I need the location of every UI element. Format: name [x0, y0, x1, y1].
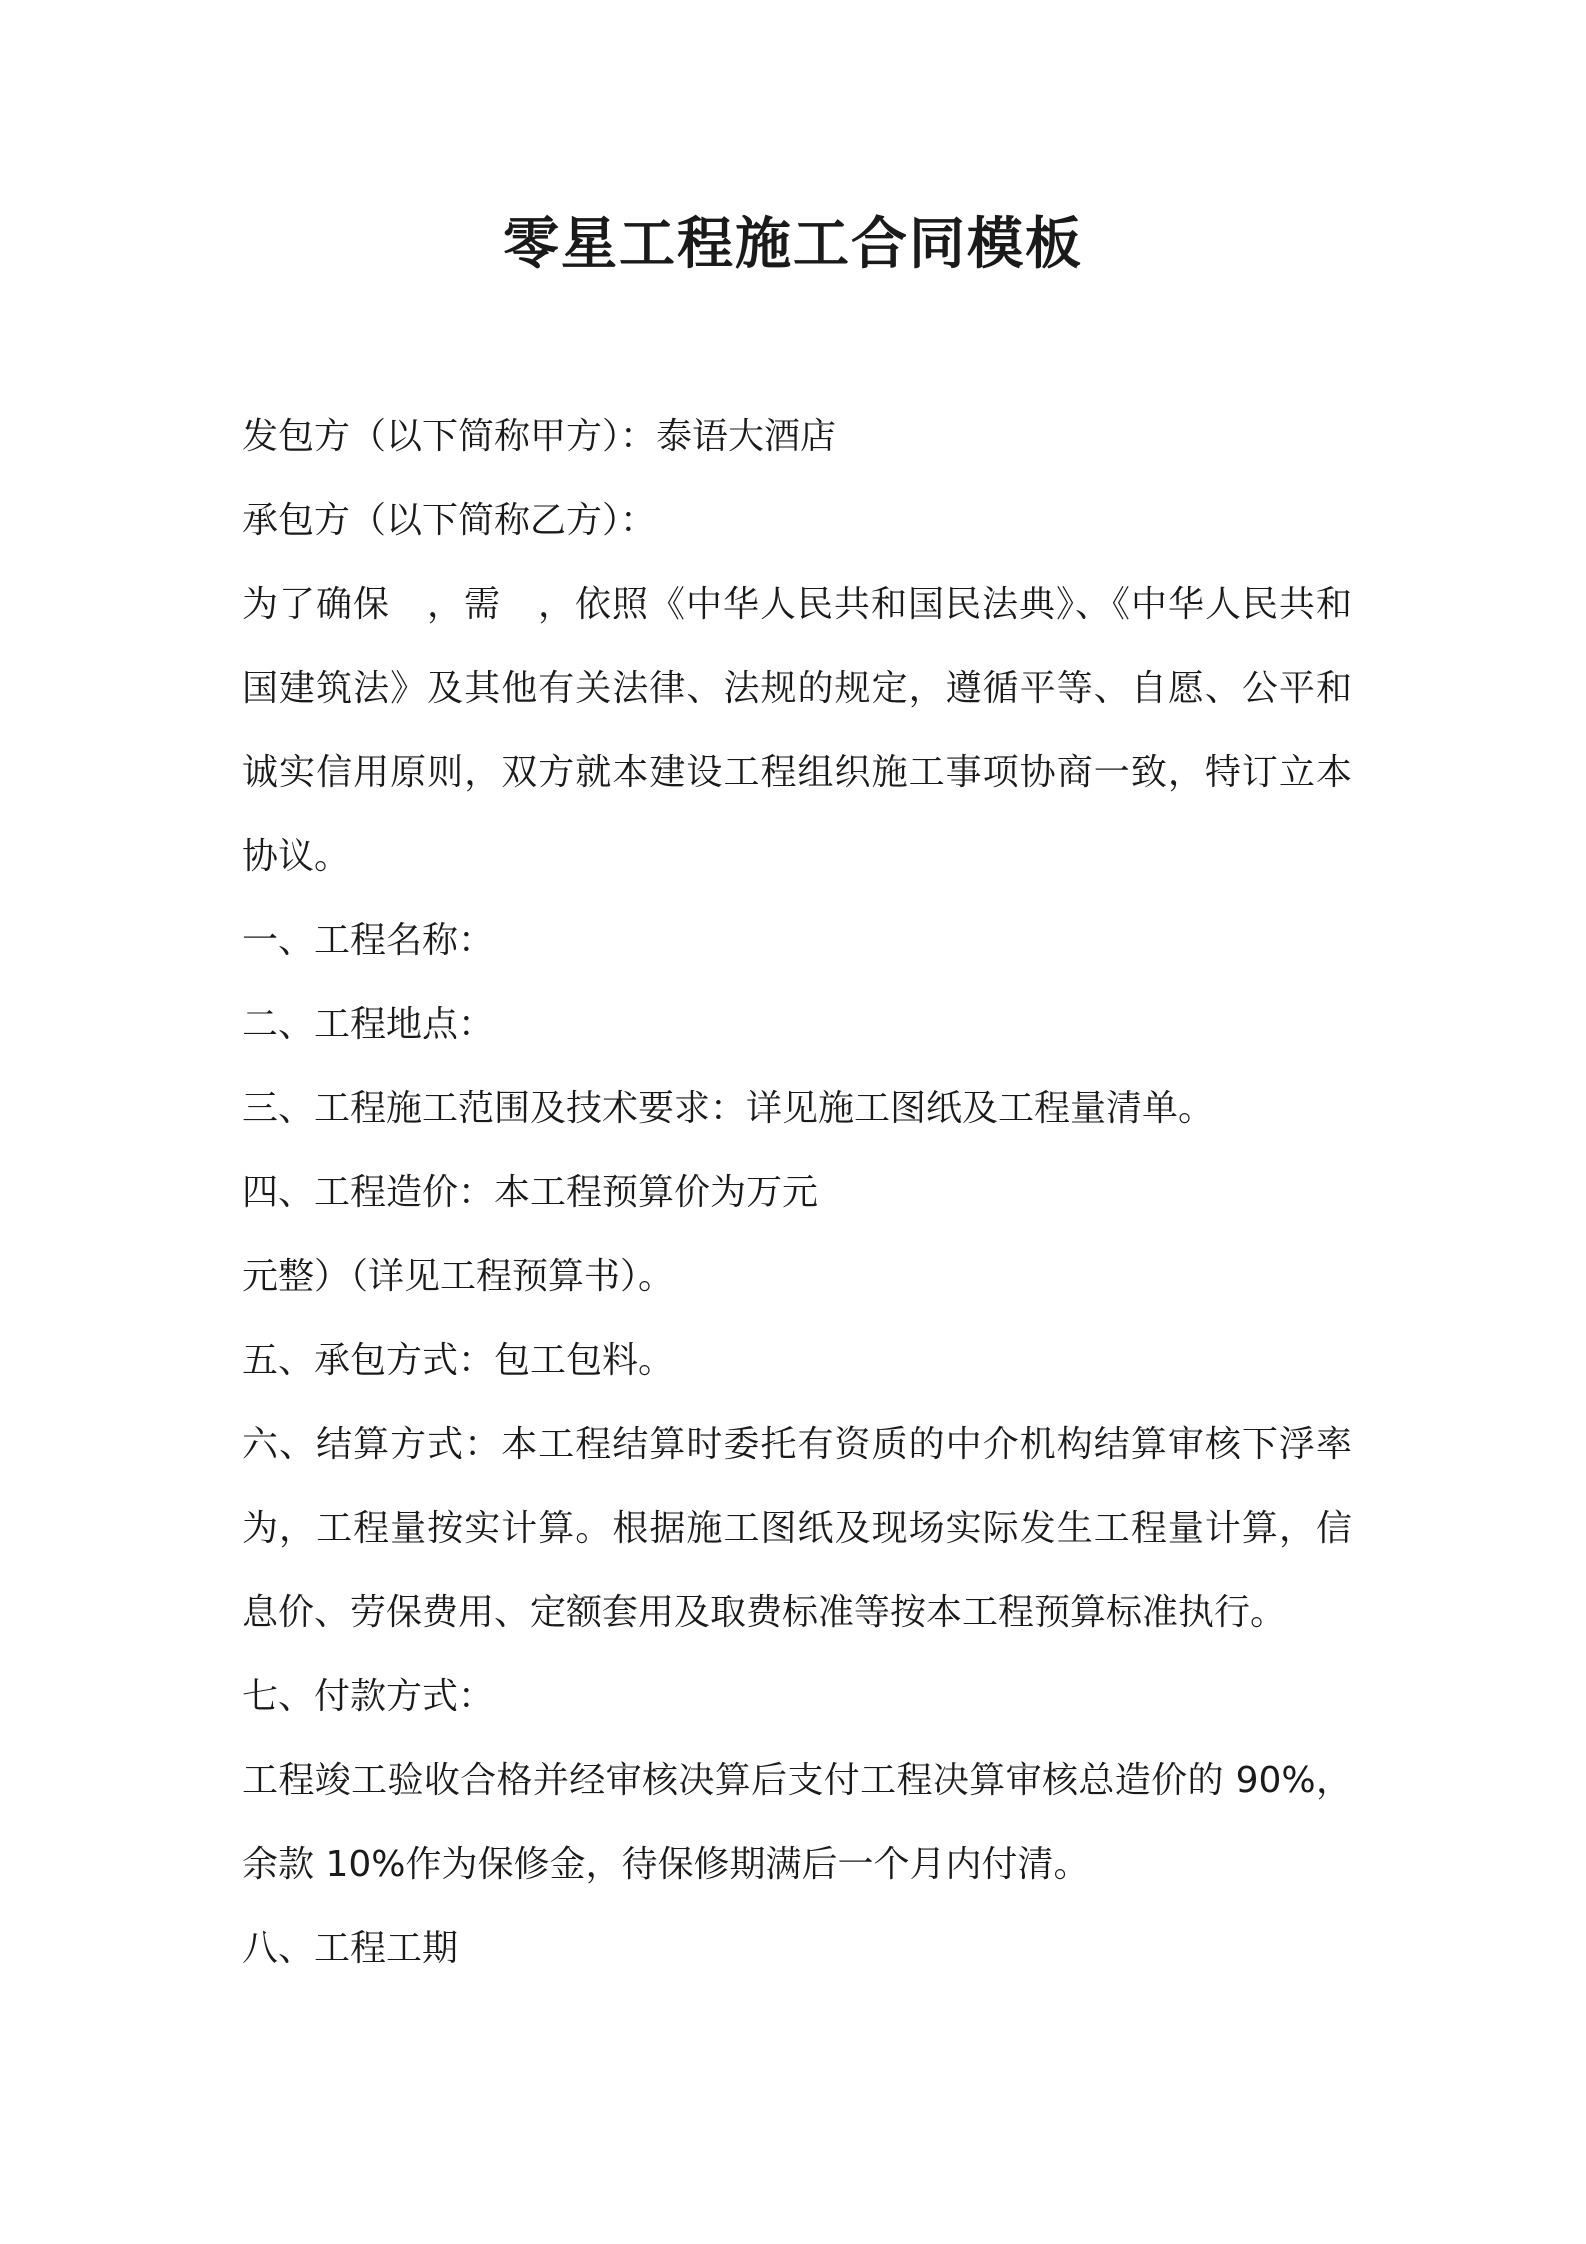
preamble-line-2: 国建筑法》及其他有关法律、法规的规定，遵循平等、自愿、公平和 [242, 668, 1352, 709]
clause-4-cost: 四、工程造价：本工程预算价为万元 [242, 1172, 819, 1213]
clause-5-contract-method: 五、承包方式：包工包料。 [242, 1340, 675, 1381]
preamble-line-3: 诚实信用原则，双方就本建设工程组织施工事项协商一致，特订立本 [242, 752, 1352, 793]
preamble-line-1: 为了确保 ，需 ，依照《中华人民共和国民法典》、《中华人民共和 [242, 584, 1352, 625]
clause-8-schedule: 八、工程工期 [242, 1928, 459, 1969]
clause-3-scope: 三、工程施工范围及技术要求：详见施工图纸及工程量清单。 [242, 1088, 1215, 1129]
clause-1-project-name: 一、工程名称： [242, 920, 495, 961]
clause-6-settlement-line-2: 为，工程量按实计算。根据施工图纸及现场实际发生工程量计算，信 [242, 1508, 1352, 1549]
party-a-line: 发包方（以下简称甲方）：泰语大酒店 [242, 416, 837, 457]
clause-7-payment: 七、付款方式： [242, 1676, 495, 1717]
clause-7-payment-line-2: 余款 10%作为保修金，待保修期满后一个月内付清。 [242, 1844, 1090, 1885]
clause-6-settlement-line-3: 息价、劳保费用、定额套用及取费标准等按本工程预算标准执行。 [242, 1592, 1287, 1633]
document-body [242, 395, 1352, 1991]
party-b-line: 承包方（以下简称乙方）： [242, 500, 657, 541]
clause-6-settlement-line-1: 六、结算方式：本工程结算时委托有资质的中介机构结算审核下浮率 [242, 1424, 1352, 1465]
document-title: 零星工程施工合同模板 [503, 212, 1083, 277]
clause-4-cost-cont: 元整）（详见工程预算书）。 [242, 1256, 675, 1297]
preamble-line-4: 协议。 [242, 836, 351, 877]
clause-7-payment-line-1: 工程竣工验收合格并经审核决算后支付工程决算审核总造价的 90%， [242, 1760, 1352, 1801]
clause-2-project-location: 二、工程地点： [242, 1004, 495, 1045]
